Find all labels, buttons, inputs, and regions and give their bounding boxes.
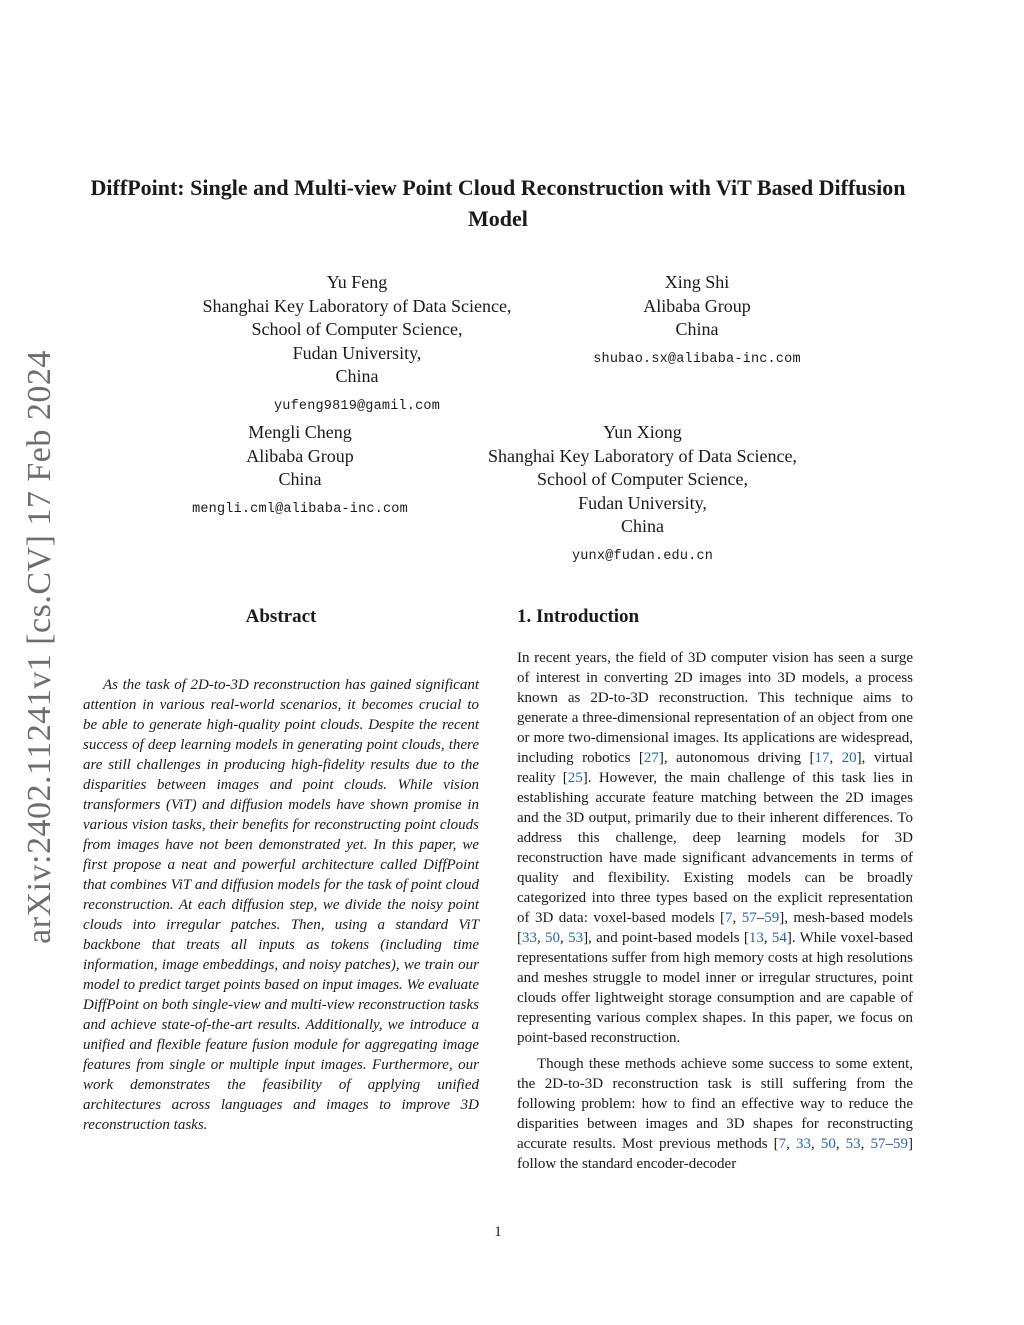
citation-link[interactable]: 54: [771, 930, 787, 946]
author-affiliation-line: Shanghai Key Laboratory of Data Science,: [202, 295, 512, 316]
text-run: ,: [560, 930, 569, 946]
citation-link[interactable]: 33: [795, 1136, 811, 1152]
citation-link[interactable]: 33: [522, 930, 537, 946]
text-run: –: [885, 1136, 894, 1152]
text-run: ,: [537, 930, 546, 946]
introduction-body: [517, 648, 913, 1180]
arxiv-stamp: arXiv:2402.11241v1 [cs.CV] 17 Feb 2024: [21, 350, 58, 944]
text-run: ], autonomous driving [: [658, 750, 815, 766]
intro-paragraph-2: [517, 1054, 913, 1174]
text-run: ], mesh-based models [: [517, 910, 913, 946]
page-number: 1: [494, 1224, 502, 1240]
citation-link[interactable]: 57: [741, 910, 757, 926]
text-run: –: [756, 910, 765, 926]
author-block-3: [170, 421, 430, 521]
abstract-heading: Abstract: [245, 606, 317, 627]
author-email[interactable]: shubao.sx@alibaba-inc.com: [593, 351, 801, 367]
text-run: ,: [829, 750, 842, 766]
author-name: Mengli Cheng: [248, 422, 352, 442]
author-name: Xing Shi: [664, 272, 730, 292]
author-affiliation-line: Alibaba Group: [246, 445, 354, 466]
citation-link[interactable]: 7: [778, 1136, 787, 1152]
author-affiliation-line: China: [278, 469, 322, 489]
citation-link[interactable]: 59: [764, 910, 780, 926]
author-affiliation-line: Alibaba Group: [643, 295, 751, 316]
paper-title: DiffPoint: Single and Multi-view Point Cloud Reconstruction with ViT Based Diffusion Model: [90, 175, 906, 231]
text-run: Though these methods achieve some success to some extent, the 2D-to-3D reconstruction task is still suffering from the following problem: how to find an effective way to reduce the disparities between images and 3D shapes for reconstructing accurate results. Most previous methods [: [517, 1056, 913, 1152]
citation-link[interactable]: 50: [545, 930, 561, 946]
text-run: ,: [835, 1136, 846, 1152]
text-run: ,: [786, 1136, 796, 1152]
citation-link[interactable]: 20: [841, 750, 857, 766]
text-run: ,: [763, 930, 772, 946]
author-block-1: [187, 271, 527, 418]
author-block-4: [465, 421, 820, 568]
text-run: ]. While voxel-based representations suffer from high memory costs at high resolutions and meshes struggle to model inner or irregular structures, point clouds offer lightweight storage consumption and are capable of representing various complex shapes. In this paper, we focus on point-based reconstruction.: [517, 930, 914, 1046]
author-affiliation-line: Fudan University,: [292, 342, 422, 363]
author-email[interactable]: yufeng9819@gamil.com: [273, 398, 441, 414]
citation-link[interactable]: 50: [820, 1136, 836, 1152]
author-affiliation-line: China: [675, 319, 719, 339]
citation-link[interactable]: 13: [748, 930, 764, 946]
text-run: ,: [810, 1136, 821, 1152]
text-run: In recent years, the field of 3D computer vision has seen a surge of interest in converting 2D images into 3D models, a process known as 2D-to-3D reconstruction. This technique aims to generate a three-dimensional representation of an object from one or more two-dimensional images. Its applications are widespread, including robotics [: [517, 650, 913, 766]
introduction-heading: 1. Introduction: [517, 606, 640, 627]
citation-link[interactable]: 7: [725, 910, 733, 926]
text-run: ], virtual reality [: [517, 750, 913, 786]
citation-link[interactable]: 27: [643, 750, 659, 766]
citation-link[interactable]: 57: [870, 1136, 886, 1152]
text-run: ], and point-based models [: [583, 930, 749, 946]
text-run: ] follow the standard encoder-decoder: [517, 1136, 914, 1172]
citation-link[interactable]: 17: [814, 750, 830, 766]
author-affiliation-line: School of Computer Science,: [537, 469, 748, 489]
author-affiliation-line: China: [621, 516, 664, 536]
author-name: Yu Feng: [326, 272, 388, 292]
author-affiliation-line: School of Computer Science,: [251, 319, 463, 339]
author-email[interactable]: yunx@fudan.edu.cn: [571, 548, 714, 564]
text-run: ,: [732, 910, 742, 926]
author-affiliation-line: Fudan University,: [578, 492, 707, 513]
abstract-body: As the task of 2D-to-3D reconstruction has gained significant attention in various real-world scenarios, it becomes crucial to be able to generate high-quality point clouds. Despite the recent success of deep learning models in generating point clouds, there are still challenges in producing high-fidelity results due to the disparities between images and point clouds. While vision transformers (ViT) and diffusion models have shown promise in various vision tasks, their benefits for reconstructing point clouds from images have not been demonstrated yet. In this paper, we first propose a neat and powerful architecture called DiffPoint that combines ViT and diffusion models for the task of point cloud reconstruction. At each diffusion step, we divide the noisy point clouds into irregular patches. Then, using a standard ViT backbone that treats all inputs as tokens (including time information, image embeddings, and noisy patches), we train our model to predict target points based on input images. We evaluate DiffPoint on both single-view and multi-view reconstruction tasks and achieve state-of-the-art results. Additionally, we introduce a unified and flexible feature fusion module for aggregating image features from single or multiple input images. Furthermore, our work demonstrates the feasibility of applying unified architectures across languages and images to improve 3D reconstruction tasks.: [83, 677, 479, 1133]
author-affiliation-line: Shanghai Key Laboratory of Data Science,: [488, 445, 797, 466]
author-name: Yun Xiong: [603, 422, 682, 442]
citation-link[interactable]: 53: [845, 1136, 861, 1152]
citation-link[interactable]: 59: [893, 1136, 909, 1152]
text-run: ]. However, the main challenge of this task lies in establishing accurate feature matching between the 2D images and the 3D output, primarily due to their inherent differences. To address this challenge, deep learning models for 3D reconstruction have made significant advancements in terms of quality and flexibility. Existing models can be broadly categorized into three types based on the explicit representation of 3D data: voxel-based models [: [517, 770, 913, 926]
intro-paragraph-1: [517, 648, 913, 1048]
author-affiliation-line: China: [335, 366, 379, 386]
author-email[interactable]: mengli.cml@alibaba-inc.com: [192, 501, 408, 517]
author-block-2: [567, 271, 827, 371]
citation-link[interactable]: 25: [567, 770, 583, 786]
text-run: ,: [860, 1136, 871, 1152]
citation-link[interactable]: 53: [568, 930, 584, 946]
